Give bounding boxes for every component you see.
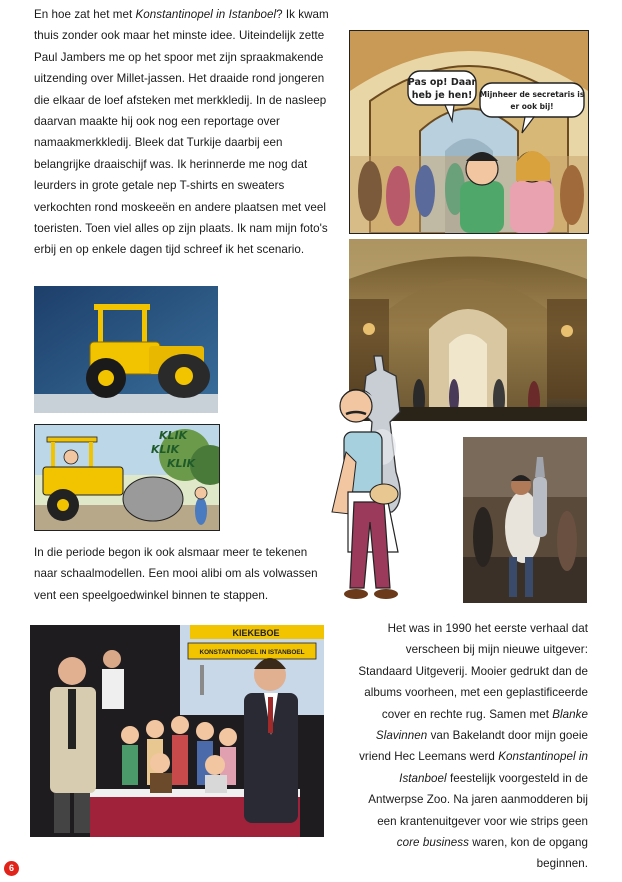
model-paragraph: In die periode begon ik ook alsmaar meer te tekenen naar schaalmodellen. Een mooi alibi om als volwassen vent een speelgoedwinkel binnen te stappen. <box>34 546 318 602</box>
sfx-klik-3: KLIK <box>167 457 196 470</box>
speech-bubble-2-line-1: Mijnheer de secretaris is <box>479 90 585 99</box>
sfx-klik-2: KLIK <box>151 443 180 456</box>
italic-term: core business <box>396 836 469 850</box>
photo-toy-road-roller <box>34 286 218 413</box>
speech-bubble-1-line-1: Pas op! Daar <box>407 77 477 88</box>
sfx-klik-1: KLIK <box>159 429 188 442</box>
comic-panel-bazaar <box>349 30 589 234</box>
italic-title: Konstantinopel in Istanboel <box>135 8 277 21</box>
photo-street-coffee-seller <box>463 437 587 603</box>
text-run: waren, kon de opgang beginnen. <box>468 836 588 871</box>
banner-album-title: KONSTANTINOPEL IN ISTANBOEL <box>199 649 305 656</box>
photo-book-presentation <box>30 625 324 837</box>
text-run: feestelijk voorgesteld in de Antwerpse Zoo. Na jaren aanmodderen bij een krantenuitgever voor wie strips geen <box>368 771 588 828</box>
text-run: En hoe zat het met <box>34 8 136 21</box>
italic-title: Blanke Slavinnen <box>375 707 588 743</box>
text-run: van Bakelandt door mijn goeie vriend Hec Leemans werd <box>359 729 588 764</box>
italic-title: Konstantinopel in Istanboel <box>399 750 588 785</box>
speech-bubble-2-line-2: er ook bij! <box>510 102 554 111</box>
publisher-paragraph <box>352 618 588 875</box>
text-run: Het was in 1990 het eerste verhaal dat verscheen bij mijn nieuwe uitgever: Standaard Uitgeverij. Mooier gedrukt dan de albums voorheen, met een geplastificeerde cover en rechte rug. Samen met <box>358 622 588 721</box>
speech-bubble-1-line-2: heb je hen! <box>411 90 473 101</box>
page-number-badge: 6 <box>4 861 19 876</box>
comic-panel-road-roller <box>34 424 220 531</box>
cartoon-coffee-seller <box>326 352 434 604</box>
text-run: ? Ik kwam thuis zonder ook maar het minste idee. Uiteindelijk zette Paul Jambers me op het spoor met zijn spraakmakende uitzending over Millet-jassen. Het draaide rond jongeren die elkaar de loef afsteken met merkkledij. In de nasleep daarvan maakte hij ook nog een reportage over namaakmerkkledij. Bleek dat Turkije daarbij een belangrijke draaischijf was. Ik herinnerde me nog dat leurders in grote getale nep T-shirts en sweaters verkochten rond moskeeën en andere plaatsen met veel toeristen. Toen viel alles op zijn plaats. Ik nam mijn foto's erbij en op enkele dagen tijd schreef ik het scenario. <box>34 8 329 257</box>
intro-paragraph <box>34 4 330 261</box>
banner-kiekeboe: KIEKEBOE <box>232 628 280 638</box>
